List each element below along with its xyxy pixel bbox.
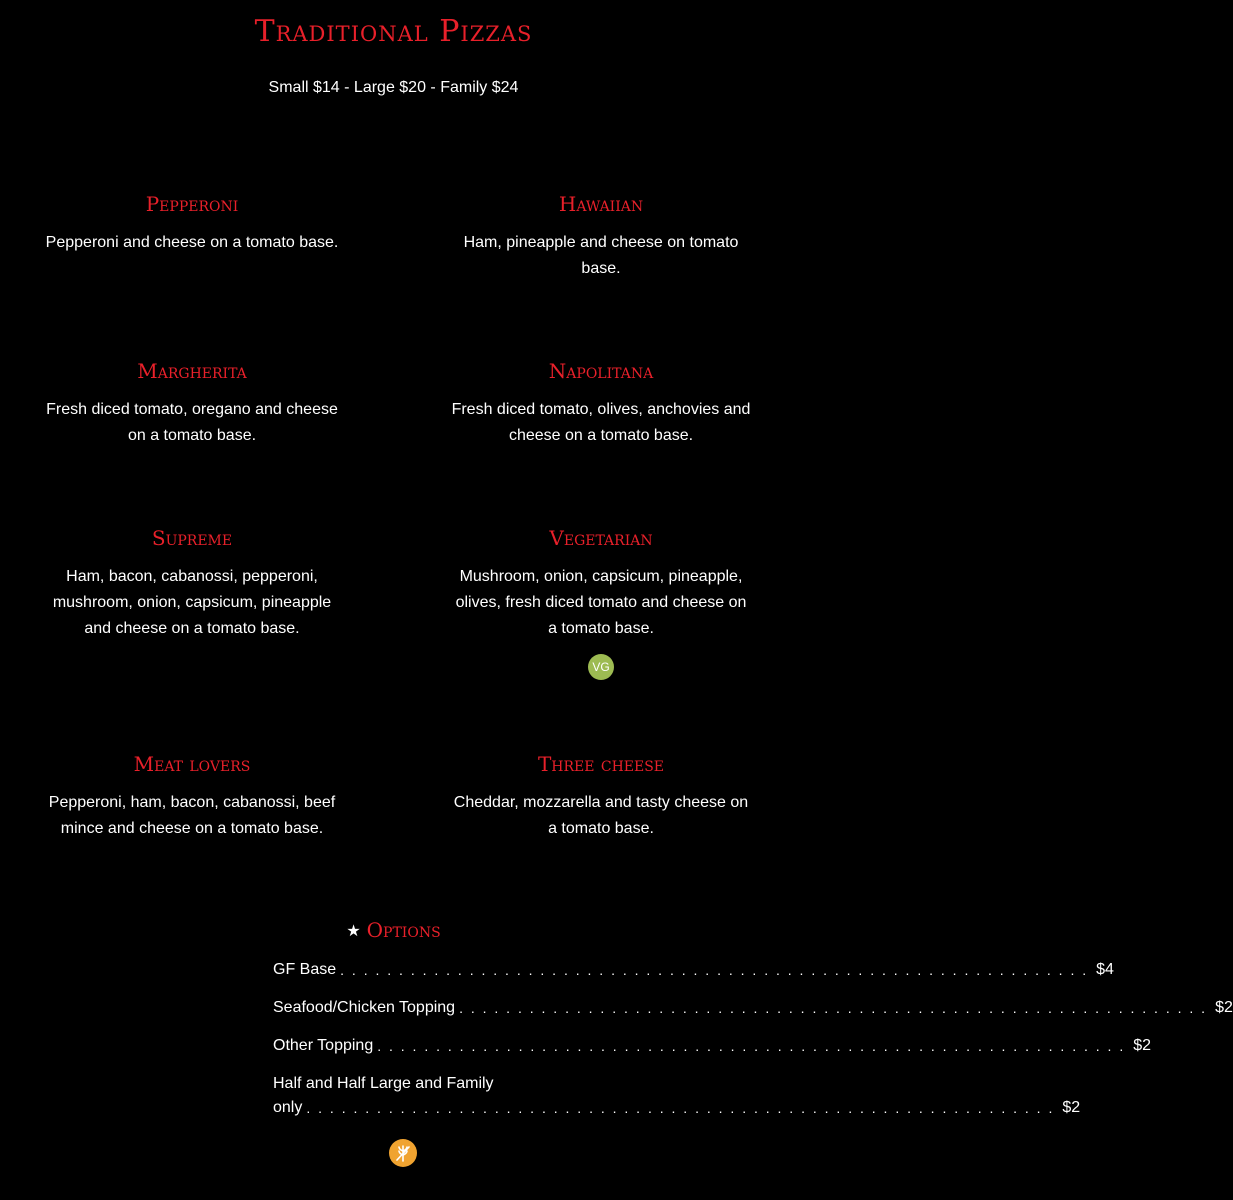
dot-leader (459, 996, 1207, 1020)
item-name: Hawaiian (558, 192, 644, 216)
option-label: Seafood/Chicken Topping (273, 999, 456, 1016)
menu-item-hawaiian (451, 190, 751, 282)
item-name: Supreme (151, 526, 233, 550)
options-heading (0, 918, 787, 942)
item-description: Cheddar, mozzarella and tasty cheese on a tomato base. (453, 794, 749, 837)
options-list (273, 958, 1233, 1134)
option-row (273, 996, 1233, 1020)
item-description: Ham, bacon, cabanossi, pepperoni, mushroom, onion, capsicum, pineapple and cheese on a tomato base. (52, 568, 332, 637)
item-description: Mushroom, onion, capsicum, pineapple, olives, fresh diced tomato and cheese on a tomato base. (455, 568, 747, 637)
option-label: GF Base (273, 961, 337, 978)
item-description: Fresh diced tomato, olives, anchovies and cheese on a tomato base. (451, 401, 751, 444)
page-title: Traditional Pizzas (254, 14, 533, 49)
gluten-free-icon-graphic (389, 1139, 417, 1167)
option-row (273, 1072, 1081, 1120)
item-name: Meat lovers (133, 752, 251, 776)
option-price: $2 (1062, 1099, 1081, 1116)
options-title: Options (366, 918, 441, 942)
item-name: Pepperoni (145, 192, 239, 216)
item-name: Napolitana (548, 359, 654, 383)
item-description: Ham, pineapple and cheese on tomato base. (463, 234, 739, 277)
item-name: Margherita (137, 359, 247, 383)
size-prices: Small $14 - Large $20 - Family $24 (268, 79, 519, 96)
option-label: Other Topping (273, 1037, 374, 1054)
menu-item-three-cheese (451, 750, 751, 842)
dot-leader (340, 958, 1088, 982)
menu-item-margherita (42, 357, 342, 449)
vegan-badge-icon: VG (588, 654, 614, 680)
option-price: $2 (1215, 999, 1233, 1016)
option-label: Half and Half Large and Family (273, 1075, 494, 1092)
dot-leader (377, 1034, 1125, 1058)
item-description: Pepperoni and cheese on a tomato base. (45, 234, 339, 251)
gluten-free-icon (389, 1139, 417, 1167)
star-icon: ★ (346, 921, 361, 940)
option-row (273, 958, 1114, 982)
item-name: Vegetarian (549, 526, 653, 550)
menu-item-pepperoni (42, 190, 342, 256)
option-label: only (273, 1099, 303, 1116)
option-label-wrap (273, 1072, 1062, 1120)
option-price: $2 (1133, 1037, 1152, 1054)
item-description: Pepperoni, ham, bacon, cabanossi, beef mince and cheese on a tomato base. (48, 794, 336, 837)
item-name: Three cheese (537, 752, 665, 776)
menu-item-napolitana (451, 357, 751, 449)
option-row (273, 1034, 1152, 1058)
option-price: $4 (1096, 961, 1114, 978)
option-label-line (273, 1096, 1062, 1120)
dot-leader (306, 1096, 1054, 1120)
menu-item-meat-lovers (42, 750, 342, 842)
menu-item-vegetarian (451, 524, 751, 680)
menu-item-supreme (42, 524, 342, 642)
item-description: Fresh diced tomato, oregano and cheese on a tomato base. (46, 401, 338, 444)
